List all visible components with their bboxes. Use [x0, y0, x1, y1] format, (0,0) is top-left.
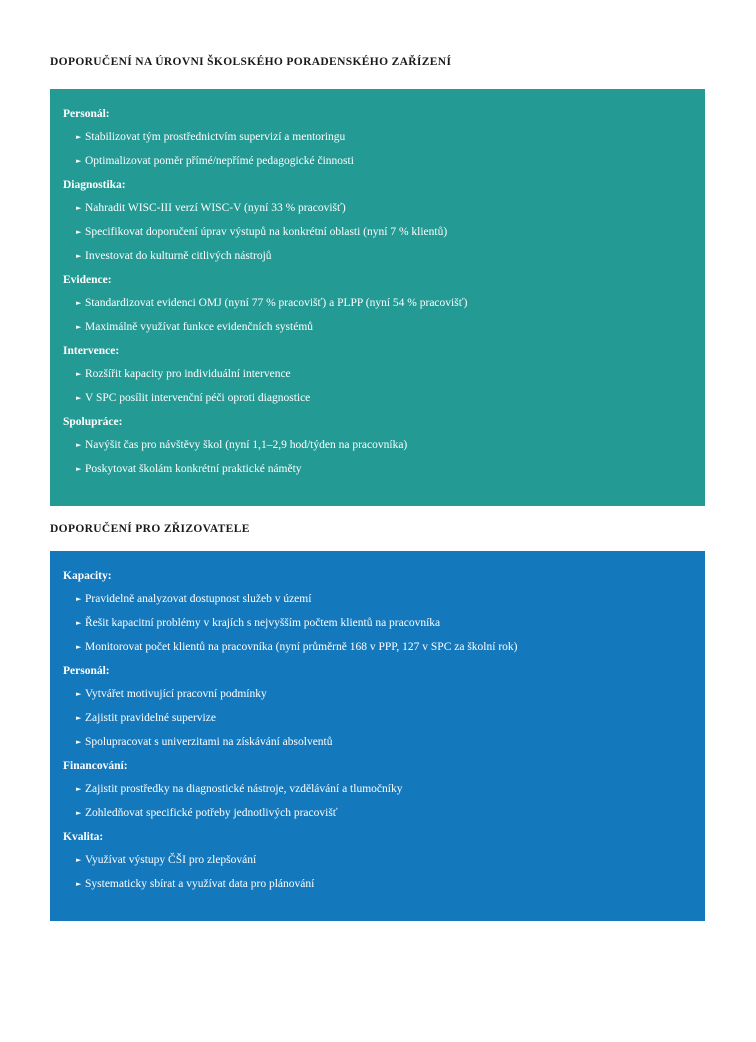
bullet-arrow-icon: ► — [76, 738, 82, 746]
bullet-item-text: Využívat výstupy ČŠI pro zlepšování — [85, 854, 257, 866]
bullet-item-text: Investovat do kulturně citlivých nástrojů — [85, 250, 272, 262]
bullet-arrow-icon: ► — [76, 785, 82, 793]
bullet-item — [63, 707, 687, 731]
bullet-item — [63, 458, 687, 482]
bullet-item-text: Spolupracovat s univerzitami na získávání absolventů — [85, 736, 333, 748]
bullet-arrow-icon: ► — [76, 157, 82, 165]
bullet-arrow-icon: ► — [76, 690, 82, 698]
bullet-item — [63, 802, 687, 826]
group-label: Personál: — [63, 665, 110, 677]
bullet-item-text: Maximálně využívat funkce evidenčních systémů — [85, 321, 314, 333]
bullet-arrow-icon: ► — [76, 809, 82, 817]
bullet-item-text: Zajistit pravidelné supervize — [85, 712, 216, 724]
bullet-item — [63, 731, 687, 755]
bullet-item-text: Zajistit prostředky na diagnostické nástroje, vzdělávání a tlumočníky — [85, 783, 403, 795]
bullet-item-text: Stabilizovat tým prostřednictvím supervizí a mentoringu — [85, 131, 346, 143]
bullet-item — [63, 316, 687, 340]
bullet-item-text: Zohledňovat specifické potřeby jednotlivých pracovišť — [85, 807, 338, 819]
bullet-arrow-icon: ► — [76, 204, 82, 212]
bullet-item-text: Monitorovat počet klientů na pracovníka (nyní průměrně 168 v PPP, 127 v SPC za školní rok) — [85, 641, 518, 653]
bullet-arrow-icon: ► — [76, 299, 82, 307]
section-founders-recommendations — [50, 522, 705, 921]
bullet-item-text: Poskytovat školám konkrétní praktické náměty — [85, 463, 302, 475]
bullet-item — [63, 612, 687, 636]
bullet-item-text: Řešit kapacitní problémy v krajích s nejvyšším počtem klientů na pracovníka — [85, 617, 441, 629]
section-heading: DOPORUČENÍ NA ÚROVNI ŠKOLSKÉHO PORADENSKÉHO ZAŘÍZENÍ — [50, 56, 452, 68]
bullet-item — [63, 849, 687, 873]
bullet-item-text: Specifikovat doporučení úprav výstupů na konkrétní oblasti (nyní 7 % klientů) — [85, 226, 448, 238]
bullet-item-text: Nahradit WISC-III verzí WISC-V (nyní 33 % pracovišť) — [85, 202, 346, 214]
bullet-item — [63, 150, 687, 174]
group-label: Financování: — [63, 760, 128, 772]
bullet-item-text: Navýšit čas pro návštěvy škol (nyní 1,1–2,9 hod/týden na pracovníka) — [85, 439, 408, 451]
bullet-arrow-icon: ► — [76, 465, 82, 473]
bullet-item — [63, 197, 687, 221]
bullet-arrow-icon: ► — [76, 595, 82, 603]
bullet-item — [63, 873, 687, 897]
section-school-counseling-recommendations — [50, 55, 705, 506]
bullet-arrow-icon: ► — [76, 370, 82, 378]
recommendations-box-blue — [50, 551, 705, 921]
bullet-item — [63, 221, 687, 245]
group-label: Evidence: — [63, 274, 112, 286]
bullet-item-text: V SPC posílit intervenční péči oproti diagnostice — [85, 392, 311, 404]
bullet-item — [63, 588, 687, 612]
bullet-item — [63, 292, 687, 316]
bullet-arrow-icon: ► — [76, 323, 82, 331]
bullet-arrow-icon: ► — [76, 133, 82, 141]
bullet-item-text: Vytvářet motivující pracovní podmínky — [85, 688, 267, 700]
bullet-arrow-icon: ► — [76, 880, 82, 888]
bullet-item — [63, 434, 687, 458]
recommendations-box-teal — [50, 89, 705, 506]
bullet-arrow-icon: ► — [76, 228, 82, 236]
bullet-arrow-icon: ► — [76, 441, 82, 449]
bullet-item — [63, 363, 687, 387]
bullet-arrow-icon: ► — [76, 856, 82, 864]
group-label: Kvalita: — [63, 831, 104, 843]
bullet-arrow-icon: ► — [76, 394, 82, 402]
group-label: Intervence: — [63, 345, 120, 357]
bullet-item-text: Pravidelně analyzovat dostupnost služeb v území — [85, 593, 312, 605]
bullet-item-text: Optimalizovat poměr přímé/nepřímé pedagogické činnosti — [85, 155, 354, 167]
bullet-item — [63, 387, 687, 411]
bullet-item — [63, 636, 687, 660]
bullet-item — [63, 126, 687, 150]
bullet-item — [63, 778, 687, 802]
bullet-item-text: Standardizovat evidenci OMJ (nyní 77 % pracovišť) a PLPP (nyní 54 % pracovišť) — [85, 297, 468, 309]
bullet-item — [63, 683, 687, 707]
bullet-arrow-icon: ► — [76, 619, 82, 627]
group-label: Personál: — [63, 108, 110, 120]
group-label: Spolupráce: — [63, 416, 123, 428]
bullet-item-text: Systematicky sbírat a využívat data pro plánování — [85, 878, 315, 890]
group-label: Kapacity: — [63, 570, 112, 582]
bullet-arrow-icon: ► — [76, 643, 82, 651]
bullet-item-text: Rozšířit kapacity pro individuální intervence — [85, 368, 291, 380]
section-heading: DOPORUČENÍ PRO ZŘIZOVATELE — [50, 523, 250, 535]
bullet-arrow-icon: ► — [76, 252, 82, 260]
bullet-arrow-icon: ► — [76, 714, 82, 722]
bullet-item — [63, 245, 687, 269]
group-label: Diagnostika: — [63, 179, 126, 191]
